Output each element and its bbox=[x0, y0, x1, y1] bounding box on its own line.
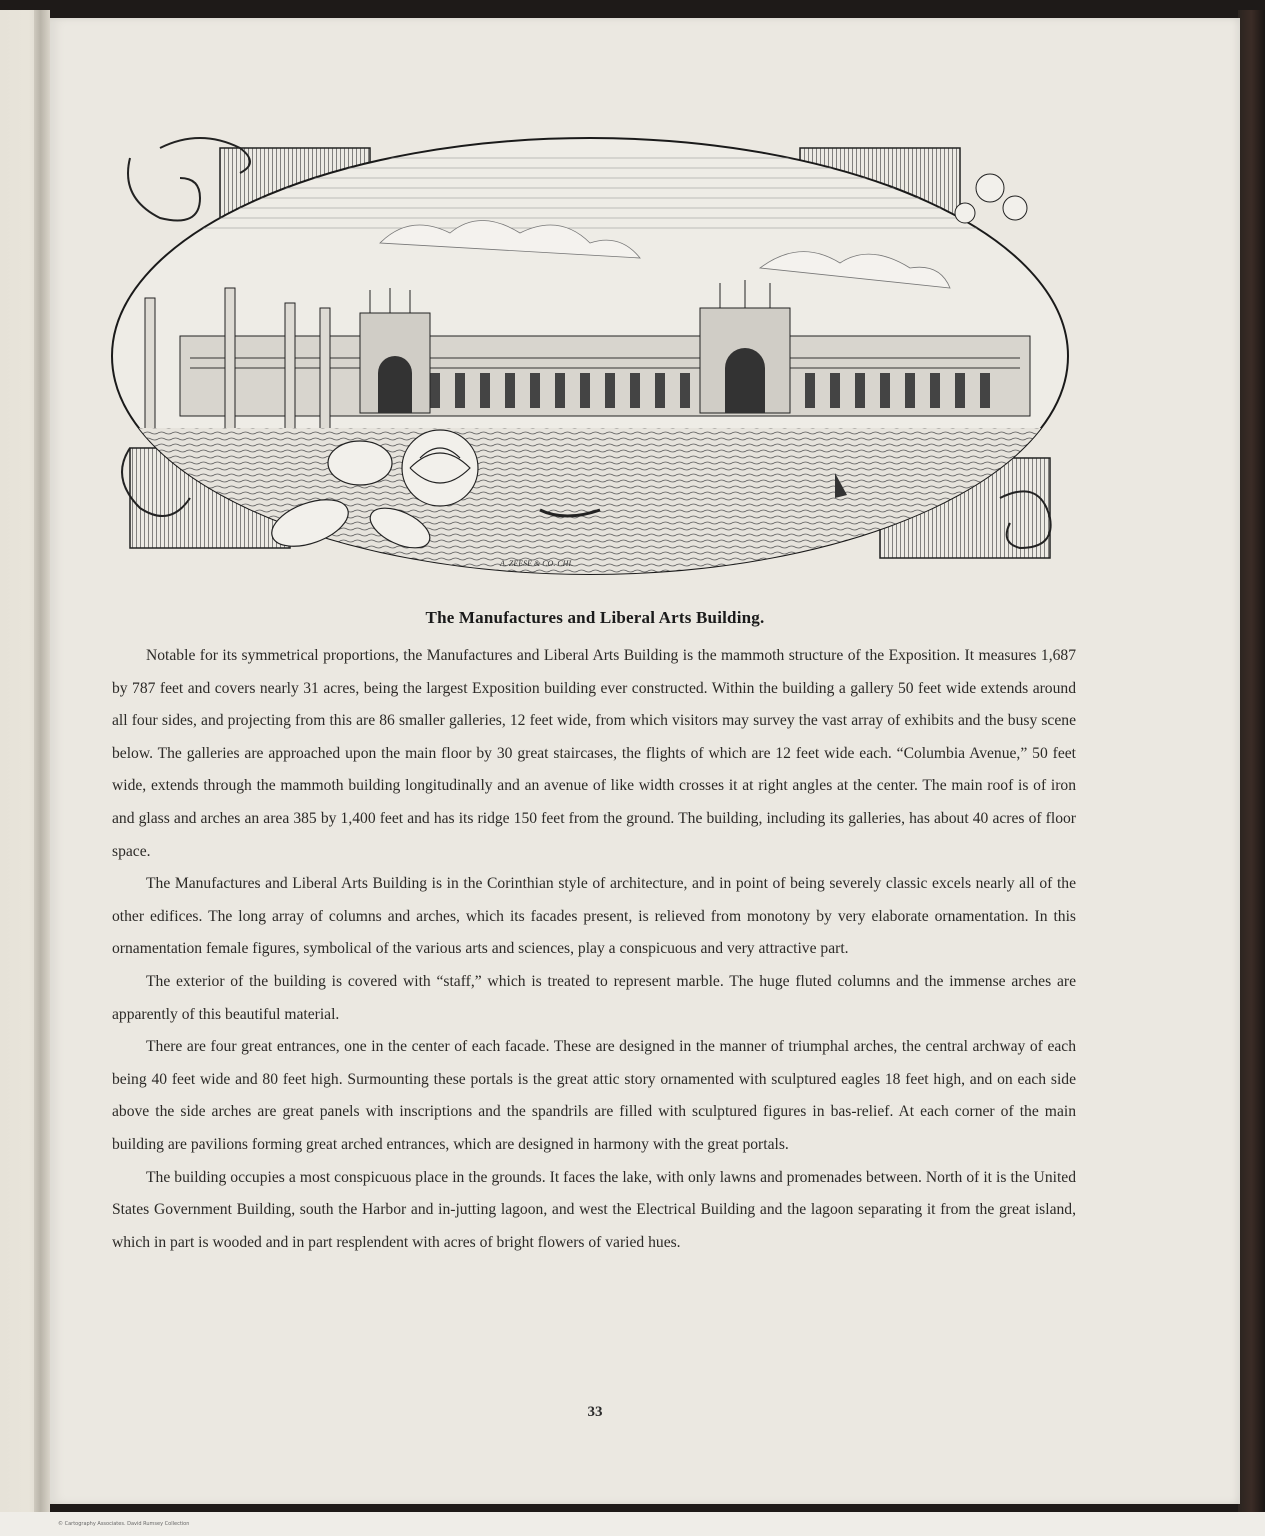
page-number: 33 bbox=[587, 1404, 603, 1420]
scan-bottom-margin bbox=[0, 1512, 1265, 1536]
paragraph-5: The building occupies a most conspicuous place in the grounds. It faces the lake, with only lawns and promenades between. North of it is the United States Government Building, south the Harbor and in-jutting lagoon, and west the Electrical Building and the lagoon separating it from the great island, which in part is wooded and in part resplendent with acres of bright flowers of varied hues. bbox=[112, 1168, 1076, 1251]
book-gutter bbox=[34, 10, 50, 1512]
paragraph-3: The exterior of the building is covered with “staff,” which is treated to represent marble. The huge fluted columns and the immense arches are apparently of this beautiful material. bbox=[112, 972, 1076, 1023]
flower-ornament-top-right bbox=[955, 174, 1027, 223]
paragraph-4: There are four great entrances, one in the center of each facade. These are designed in the manner of triumphal arches, the central archway of each being 40 feet wide and 80 feet high. Surmounting these portals is the great attic story ornamented with sculptured eagles 18 feet high, and on each side above the side arches are great panels with inscriptions and the spandrils are filled with sculptured figures in bas-relief. At each corner of the main building are pavilions forming great arched entrances, which are designed in harmony with the great portals. bbox=[112, 1038, 1076, 1153]
building-engraving bbox=[60, 118, 1070, 588]
paragraph-2: The Manufactures and Liberal Arts Building is in the Corinthian style of architecture, and in point of being severely classic excels nearly all of the other edifices. The long array of columns and arches, which its facades present, is relieved from monotony by very elaborate ornamentation. In this ornamentation female figures, symbolical of the various arts and sciences, play a conspicuous and very attractive part. bbox=[112, 875, 1076, 958]
engraver-signature: A. ZEESE & CO. CHI. bbox=[500, 559, 574, 568]
collection-credit: © Cartography Associates. David Rumsey Collection bbox=[58, 1521, 190, 1527]
book-cover-edge bbox=[1238, 10, 1265, 1516]
article-body bbox=[112, 640, 1076, 1259]
paragraph-1: Notable for its symmetrical proportions, the Manufactures and Liberal Arts Building is the mammoth structure of the Exposition. It measures 1,687 by 787 feet and covers nearly 31 acres, being the largest Exposition building ever constructed. Within the building a gallery 50 feet wide extends around all four sides, and projecting from this are 86 smaller galleries, 12 feet wide, from which visitors may survey the vast array of exhibits and the busy scene below. The galleries are approached upon the main floor by 30 great staircases, the flights of which are 12 feet wide each. “Columbia Avenue,” 50 feet wide, extends through the mammoth building longitudinally and an avenue of like width crosses it at right angles at the center. The main roof is of iron and glass and arches an area 385 by 1,400 feet and has its ridge 150 feet from the ground. The building, including its galleries, has about 40 acres of floor space. bbox=[112, 647, 1076, 860]
article-title: The Manufactures and Liberal Arts Building. bbox=[425, 608, 765, 627]
